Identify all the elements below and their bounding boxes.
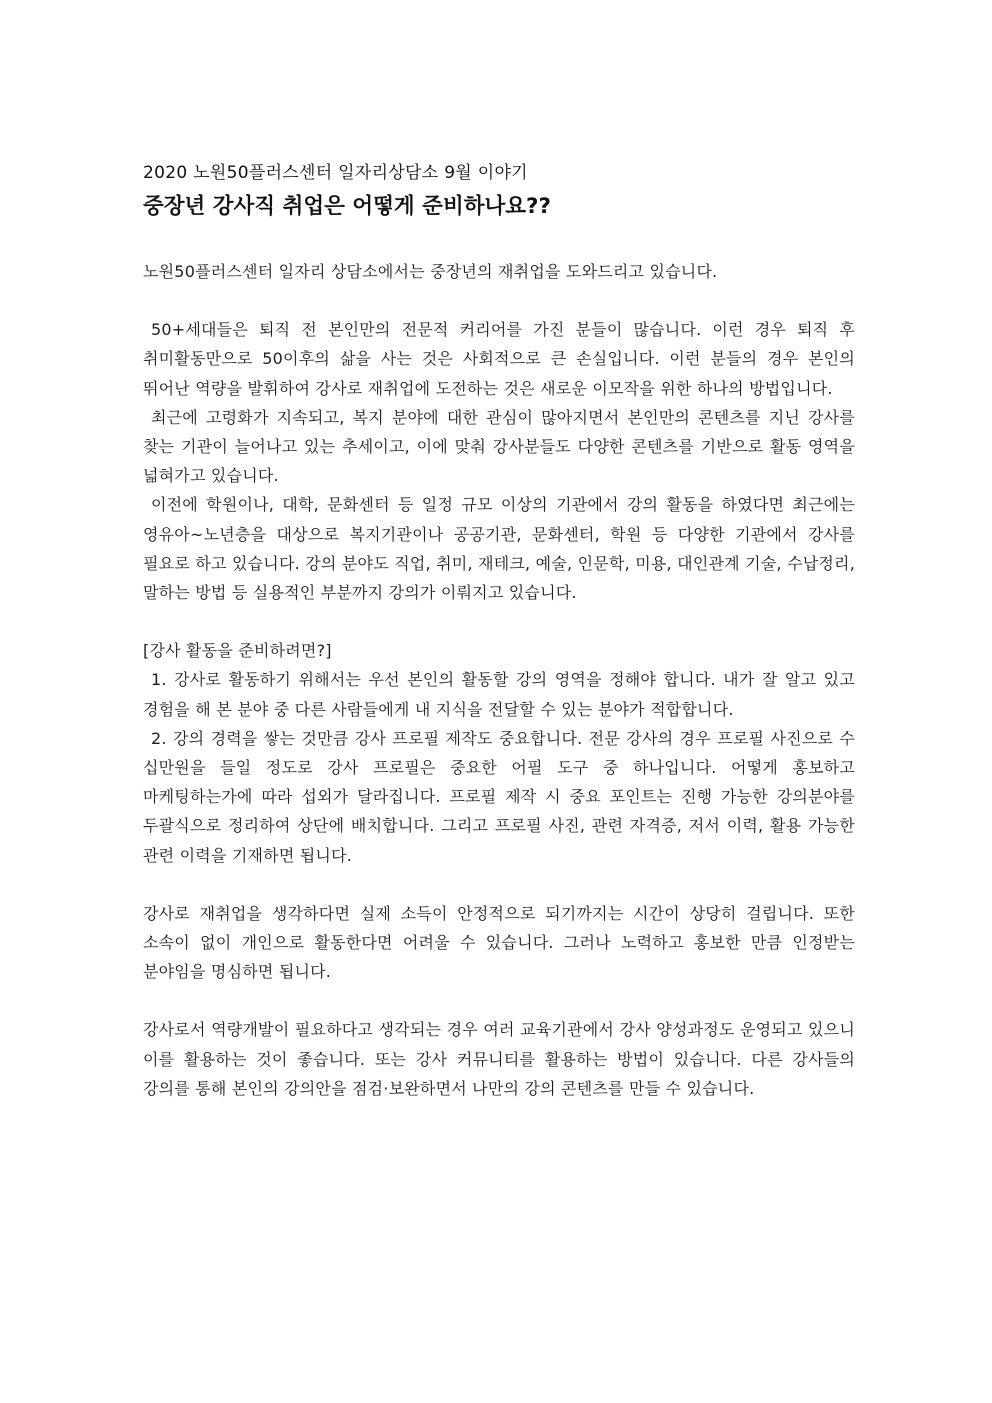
spacer (143, 870, 855, 899)
list-item-2: 2. 강의 경력을 쌓는 것만큼 강사 프로필 제작도 중요합니다. 전문 강사의 경우 프로필 사진으로 수 십만원을 들일 정도로 강사 프로필은 중요한 어필 도구 중 하나입니다. 어떻게 홍보하고 마케팅하는가에 따라 섭외가 달라집니다. 프로필 제작 시 중요 포인트는 진행 가능한 강의분야를 두괄식으로 정리하여 상단에 배치합니다. 그리고 프로필 사진, 관련 자격증, 저서 이력, 활용 가능한 관련 이력을 기재하면 됩니다. (143, 728, 855, 865)
list-item-1: 1. 강사로 활동하기 위해서는 우선 본인의 활동할 강의 영역을 정해야 합니다. 내가 잘 알고 있고 경험을 해 본 분야 중 다른 사람들에게 내 지식을 전달할 수 있는 분야가 적합합니다. (143, 670, 855, 719)
body-paragraph-4: 강사로 재취업을 생각하다면 실제 소득이 안정적으로 되기까지는 시간이 상당히 걸립니다. 또한 소속이 없이 개인으로 활동한다면 어려울 수 있습니다. 그러나 노력하고 홍보한 만큼 인정받는 분야임을 명심하면 됩니다. (143, 903, 855, 982)
spacer (143, 226, 855, 257)
body-paragraph-1: 50+세대들은 퇴직 전 본인만의 전문적 커리어를 가진 분들이 많습니다. 이런 경우 퇴직 후 취미활동만으로 50이후의 삶을 사는 것은 사회적으로 큰 손실입니다. 이런 분들의 경우 본인의 뛰어난 역량을 발휘하여 강사로 재취업에 도전하는 것은 새로운 이모작을 위한 하나의 방법입니다. (143, 320, 855, 398)
document-title: 중장년 강사직 취업은 어떻게 준비하나요?? (143, 194, 551, 219)
spacer (143, 286, 855, 315)
body-paragraph-3: 이전에 학원이나, 대학, 문화센터 등 일정 규모 이상의 기관에서 강의 활동을 하였다면 최근에는 영유아~노년층을 대상으로 복지기관이나 공공기관, 문화센터, 학원 등 다양한 기관에서 강사를 필요로 하고 있습니다. 강의 분야도 직업, 취미, 재테크, 예술, 인문학, 미용, 대인관계 기술, 수납정리, 말하는 방법 등 실용적인 부분까지 강의가 이뤄지고 있습니다. (143, 495, 855, 603)
body-paragraph-2: 최근에 고령화가 지속되고, 복지 분야에 대한 관심이 많아지면서 본인만의 콘텐츠를 지닌 강사를 찾는 기관이 늘어나고 있는 추세이고, 이에 맞춰 강사분들도 다양한 콘텐츠를 기반으로 활동 영역을 넓혀가고 있습니다. (143, 407, 855, 486)
body-paragraph-5: 강사로서 역량개발이 필요하다고 생각되는 경우 여러 교육기관에서 강사 양성과정도 운영되고 있으니 이를 활용하는 것이 좋습니다. 또는 강사 커뮤니티를 활용하는 방법이 있습니다. 다른 강사들의 강의를 통해 본인의 강의안을 점검·보완하면서 나만의 강의 콘텐츠를 만들 수 있습니다. (143, 1020, 855, 1098)
section-heading: [강사 활동을 준비하려면?] (143, 641, 332, 661)
spacer (143, 986, 855, 1015)
intro-paragraph: 노원50플러스센터 일자리 상담소에서는 중장년의 재취업을 도와드리고 있습니다. (143, 262, 718, 281)
document-subtitle: 2020 노원50플러스센터 일자리상담소 9월 이야기 (143, 163, 528, 183)
spacer (143, 607, 855, 636)
document-page (143, 158, 855, 1103)
